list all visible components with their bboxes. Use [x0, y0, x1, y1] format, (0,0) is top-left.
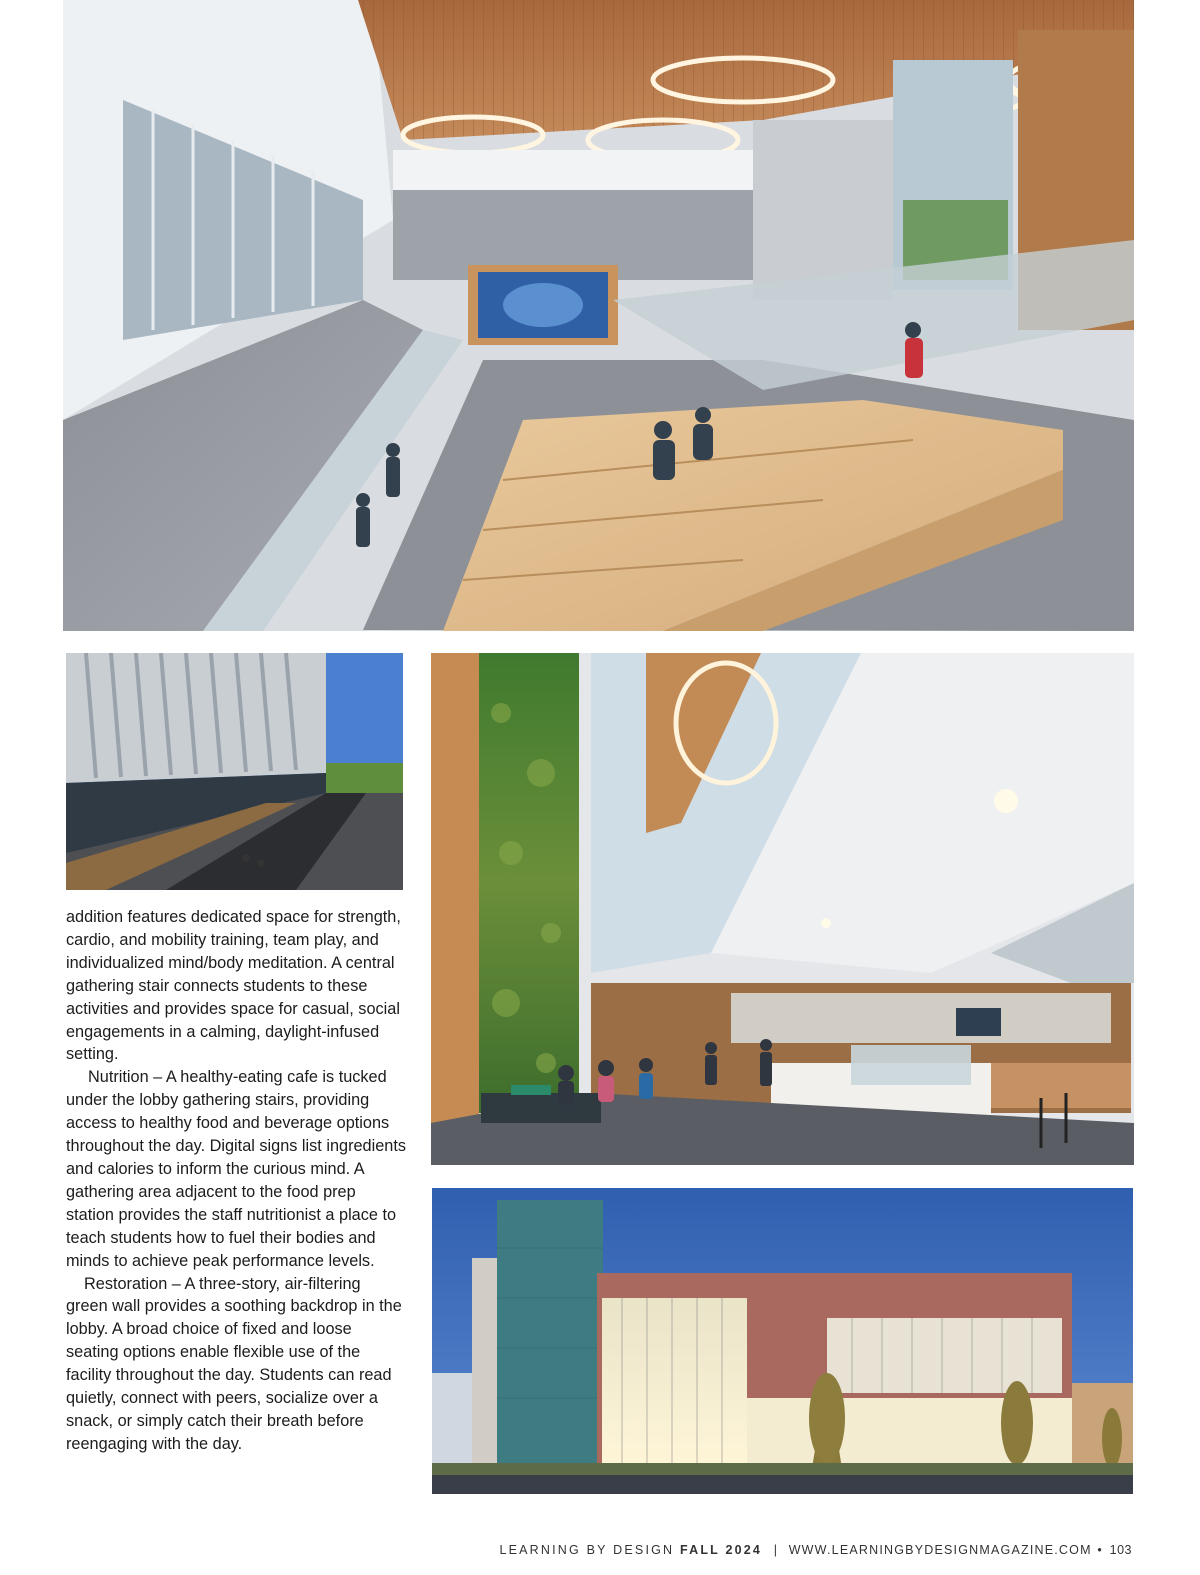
footer-separator: |: [773, 1543, 777, 1557]
cafe-green-wall-photo: [431, 653, 1134, 1165]
article-body: [66, 906, 406, 1456]
magazine-url: WWW.LEARNINGBYDESIGNMAGAZINE.COM: [788, 1543, 1092, 1557]
atrium-photo: [63, 0, 1134, 631]
exterior-dusk-photo: [432, 1188, 1133, 1494]
page-number: 103: [1109, 1543, 1132, 1557]
paragraph-nutrition: Nutrition – A healthy-eating cafe is tucked under the lobby gathering stairs, providing access to healthy food and beverage options throughout the day. Digital signs list ingredients and calories to inform the curious mind. A gathering area adjacent to the food prep station provides the staff nutritionist a place to teach students how to fuel their bodies and minds to achieve peak performance levels.: [66, 1068, 406, 1270]
paragraph-restoration: Restoration – A three-story, air-filtering green wall provides a soothing backdrop in the lobby. A broad choice of fixed and loose seating options enable flexible use of the facility throughout the day. Students can read quietly, connect with peers, socialize over a snack, or simply catch their breath before reengaging with the day.: [66, 1274, 402, 1453]
paragraph-intro: addition features dedicated space for strength, cardio, and mobility training, team play, and individualized mind/body meditation. A central gathering stair connects students to these activities and provides space for casual, social engagements in a calming, daylight-infused setting.: [66, 908, 401, 1064]
footer-bullet: •: [1097, 1543, 1104, 1557]
magazine-name: LEARNING BY DESIGN: [499, 1543, 675, 1557]
issue-label: FALL 2024: [679, 1543, 763, 1557]
exterior-side-photo: [66, 653, 403, 890]
page-footer: [499, 1543, 1132, 1557]
